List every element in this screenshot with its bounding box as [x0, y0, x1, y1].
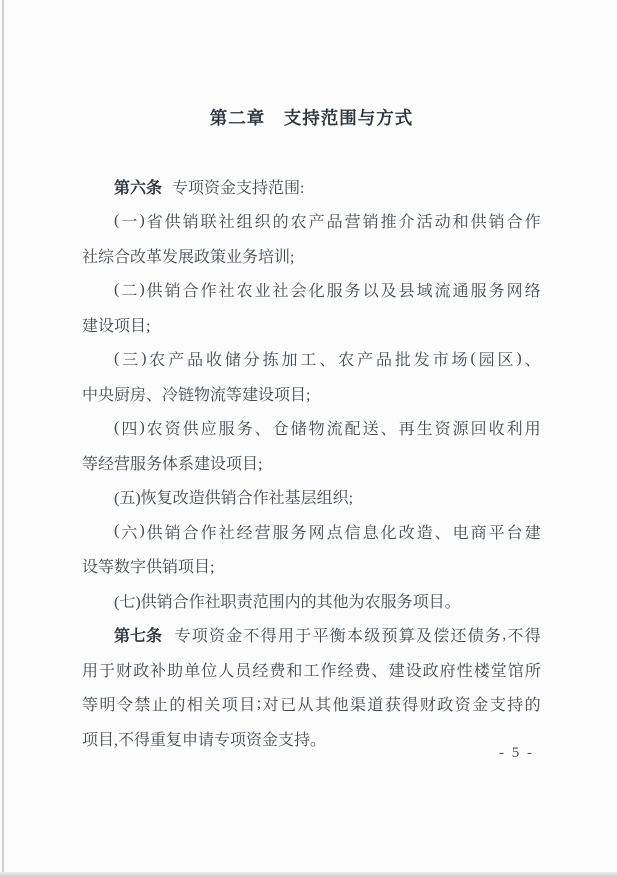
body-line: 等经营服务体系建设项目; — [82, 455, 263, 473]
page-number: - 5 - — [499, 745, 534, 761]
chapter-heading: 第二章 支持范围与方式 — [209, 108, 414, 128]
body-line: (五)恢复改造供销合作社基层组织; — [114, 490, 354, 508]
scan-edge-left — [2, 0, 4, 877]
body-line: ( 四 ) 农 资 供 应 服 务 、 仓 储 物 流 配 送 、 再 生 资 源 回 收 利 用 — [114, 418, 541, 439]
body-line: 等 明 令 禁 止 的 相 关 项 目 ; 对 已 从 其 他 渠 道 获 得 财 政 资 金 支 持 的 — [82, 694, 541, 715]
body-line: 第七条 专 项 资 金 不 得 用 于 平 衡 本 级 预 算 及 偿 还 债 务 , 不 得 — [82, 618, 541, 653]
document-body — [82, 169, 541, 756]
article-number: 第七条 — [114, 628, 163, 646]
body-line: 设等数字供销项目; — [82, 559, 215, 577]
body-line: ( 一 ) 省 供 销 联 社 组 织 的 农 产 品 营 销 推 介 活 动 和 供 销 合 作 — [114, 211, 541, 232]
body-line: 用 于 财 政 补 助 单 位 人 员 经 费 和 工 作 经 费 、 建 设 政 府 性 楼 堂 馆 所 — [82, 662, 541, 680]
body-line: 项目,不得重复申请专项资金支持。 — [82, 731, 327, 749]
body-line: 建设项目; — [82, 317, 151, 335]
body-line: ( 六 ) 供 销 合 作 社 经 营 服 务 网 点 信 息 化 改 造 、 电 商 平 台 建 — [114, 522, 541, 542]
body-line: (七)供销合作社职责范围内的其他为农服务项目。 — [114, 593, 461, 611]
body-line: ( 三 ) 农 产 品 收 储 分 拣 加 工 、 农 产 品 批 发 市 场 ( 园 区 ) 、 — [114, 349, 541, 370]
article-number: 第六条 — [114, 179, 163, 197]
body-line: 中央厨房、冷链物流等建设项目; — [82, 386, 311, 404]
body-line: 社综合改革发展政策业务培训; — [82, 248, 295, 266]
body-line: 第六条 专项资金支持范围: — [82, 169, 541, 204]
scan-edge-bottom — [0, 872, 617, 877]
body-line: ( 二 ) 供 销 合 作 社 农 业 社 会 化 服 务 以 及 县 域 流 通 服 务 网 络 — [114, 280, 541, 301]
